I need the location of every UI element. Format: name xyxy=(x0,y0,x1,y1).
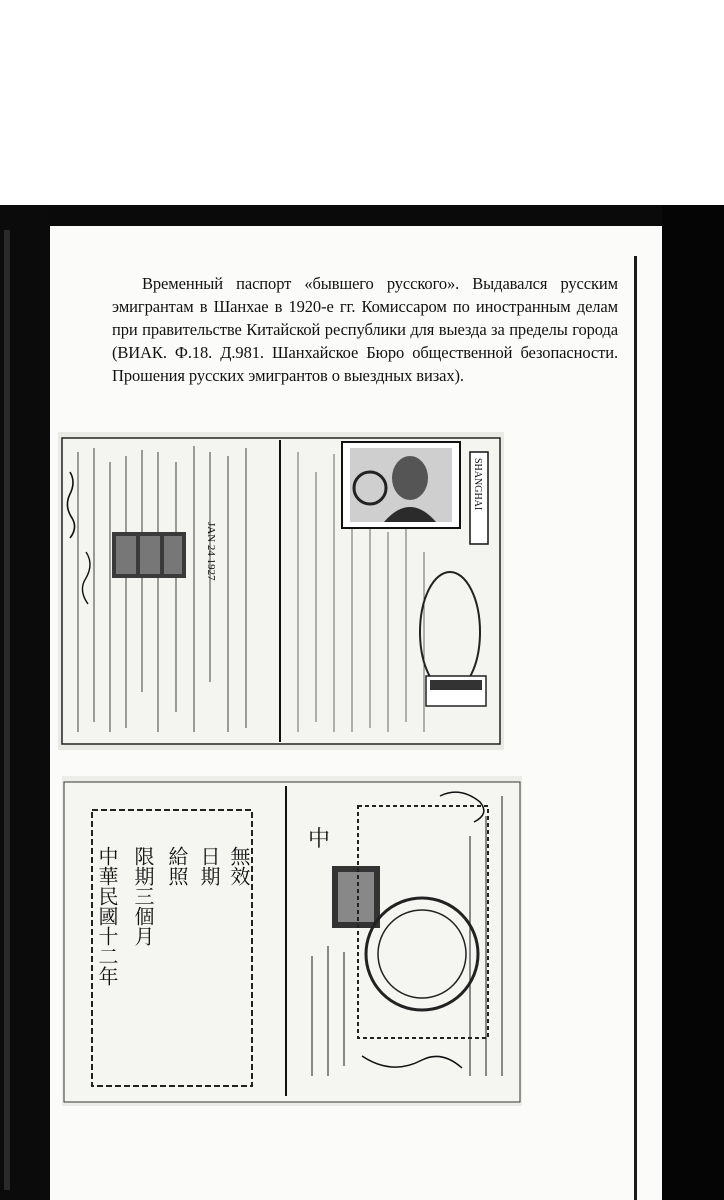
scan-left-edge xyxy=(4,230,10,1190)
portrait-photo xyxy=(342,442,460,528)
chinese-col-2: 限期三個月 xyxy=(131,846,153,946)
chinese-col-4: 日期 xyxy=(197,846,219,886)
passport-photocopy-top xyxy=(58,432,504,750)
caption-text: Временный паспорт «бывшего русского». Выдавался русским эмигрантам в Шанхае в 1920-е гг. Комиссаром по иностранным делам при правительстве Китайской республики для выезда за пределы города (ВИАК. Ф.18. Д.981. Шанхайское Бюро общественной безопасности. Прошения русских эмигрантов о выездных визах). xyxy=(112,274,618,385)
top-margin xyxy=(0,0,724,205)
revenue-stamps xyxy=(112,532,186,578)
chinese-col-5: 無效 xyxy=(227,846,249,886)
scan-right-border xyxy=(662,205,724,1200)
chinese-col-1: 中華民國十二年 xyxy=(95,846,117,986)
date-stamp: JAN 24 1927 xyxy=(205,522,217,581)
caption xyxy=(112,272,618,387)
chinese-col-3: 給照 xyxy=(165,846,187,886)
shanghai-stamp: SHANGHAI xyxy=(472,458,483,511)
stamp-char: 中 xyxy=(308,826,331,851)
page-fold-line xyxy=(634,256,637,1200)
passport-photocopy-bottom xyxy=(62,776,522,1106)
